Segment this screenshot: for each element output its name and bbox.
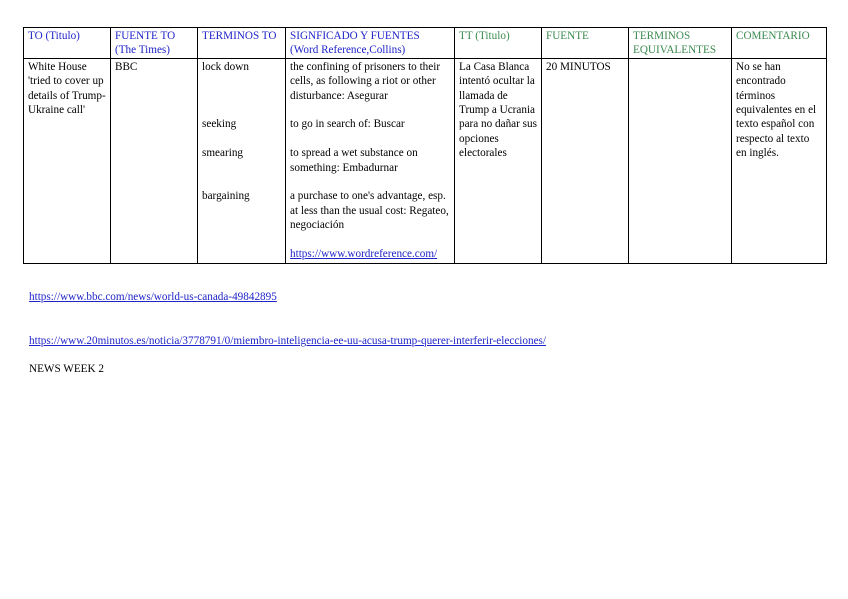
- table-row: [24, 58, 827, 263]
- header-to-titulo: TO (Titulo): [24, 28, 111, 59]
- cell-to-titulo: [24, 58, 111, 263]
- header-terminos-to: TERMINOS TO: [198, 28, 286, 59]
- cell-fuente-to: [111, 58, 198, 263]
- header-comentario: COMENTARIO: [732, 28, 827, 59]
- cell-tt-titulo: [455, 58, 542, 263]
- header-fuente-to: FUENTE TO (The Times): [111, 28, 198, 59]
- target-outlet: 20 MINUTOS: [546, 60, 611, 73]
- comment-text: No se han encontrado términos equivalentes en el texto español con respecto al texto en inglés.: [736, 60, 817, 160]
- term-item: smearing: [202, 147, 244, 160]
- cell-terminos-equivalentes: [629, 58, 732, 263]
- term-meaning: to spread a wet substance on something: Embadurnar: [290, 147, 418, 174]
- term-item: bargaining: [202, 190, 250, 203]
- term-item: seeking: [202, 118, 237, 131]
- cell-comentario: [732, 58, 827, 263]
- term-meaning: a purchase to one's advantage, esp. at less than the usual cost: Regateo, negociación: [290, 190, 449, 232]
- cell-fuente: [542, 58, 629, 263]
- term-item: lock down: [202, 60, 249, 73]
- translation-glossary-table: [23, 27, 827, 264]
- term-meaning: the confining of prisoners to their cells, as following a riot or other disturbance: Asegurar: [290, 60, 441, 102]
- cell-terminos-to: [198, 58, 286, 263]
- 20minutos-article-link[interactable]: https://www.20minutos.es/noticia/3778791/0/miembro-inteligencia-ee-uu-acusa-trump-querer-interferir-elecciones/: [29, 335, 547, 347]
- term-meaning: to go in search of: Buscar: [290, 118, 405, 131]
- target-headline: La Casa Blanca intentó ocultar la llamada de Trump a Ucrania para no dañar sus opciones electorales: [459, 60, 537, 160]
- header-fuente: FUENTE: [542, 28, 629, 59]
- news-week-label: NEWS WEEK 2: [29, 363, 104, 375]
- table-header-row: [24, 28, 827, 59]
- header-significado: SIGNFICADO Y FUENTES (Word Reference,Collins): [286, 28, 455, 59]
- source-headline: White House 'tried to cover up details of Trump-Ukraine call': [28, 60, 106, 117]
- wordreference-link[interactable]: https://www.wordreference.com/: [290, 248, 438, 261]
- cell-significado: [286, 58, 455, 263]
- bbc-article-link[interactable]: https://www.bbc.com/news/world-us-canada-49842895: [29, 291, 277, 303]
- header-terminos-equivalentes: TERMINOS EQUIVALENTES: [629, 28, 732, 59]
- source-outlet: BBC: [115, 60, 138, 73]
- header-tt-titulo: TT (Titulo): [455, 28, 542, 59]
